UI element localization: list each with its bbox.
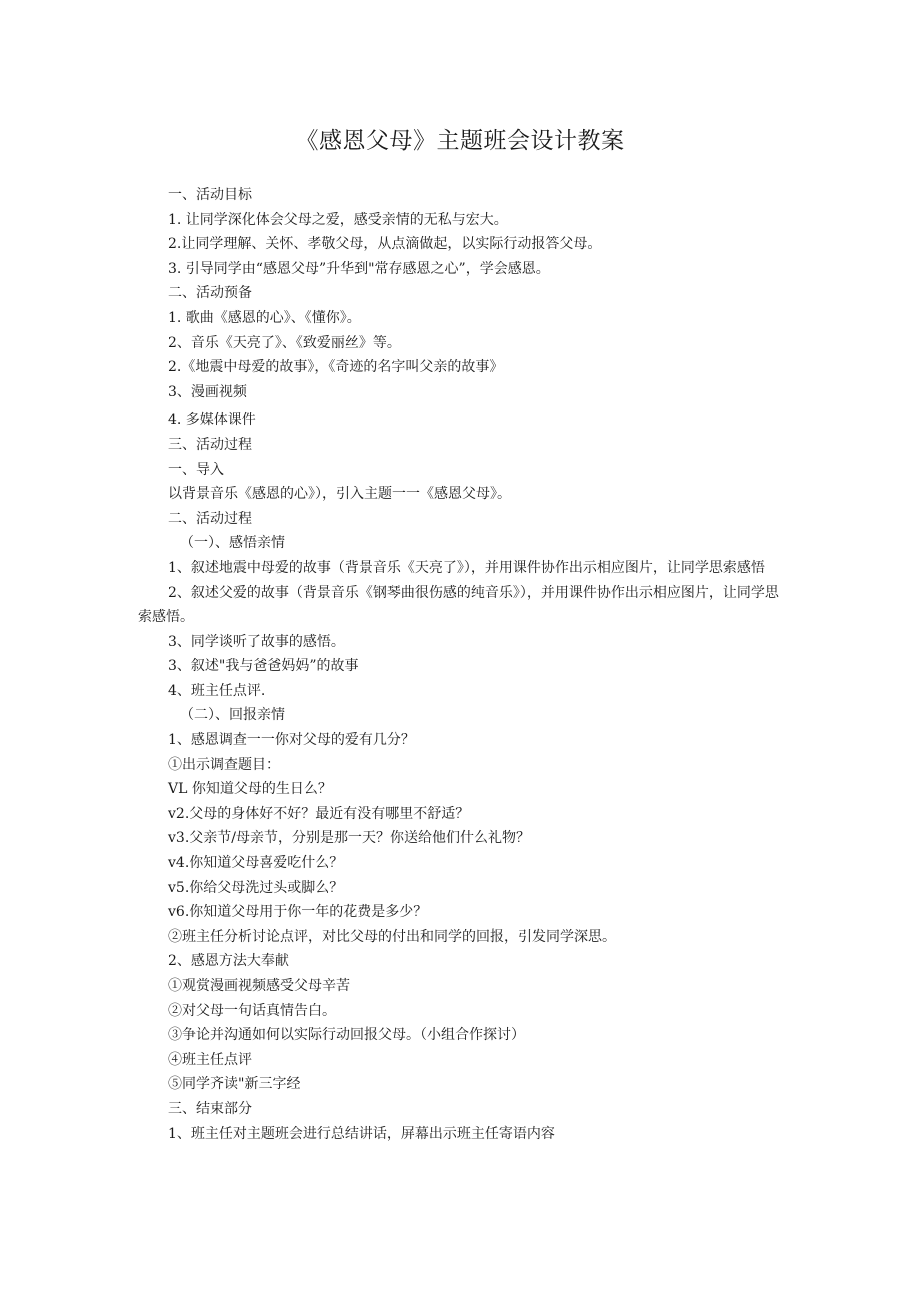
- paragraph-line: 2.《地震中母爱的故事》，《奇迹的名字叫父亲的故事》: [168, 359, 504, 376]
- paragraph-line: 一、活动目标: [168, 187, 252, 203]
- paragraph-line: 三、结束部分: [168, 1100, 252, 1117]
- paragraph-line: 2、音乐《天亮了》、《致爱丽丝》等。: [168, 334, 401, 351]
- paragraph-line: 2.让同学理解、关怀、孝敬父母，从点滴做起，以实际行动报答父母。: [168, 236, 602, 253]
- paragraph-line: ②班主任分析讨论点评，对比父母的付出和同学的回报，引发同学深思。: [168, 928, 616, 945]
- paragraph-line: VL 你知道父母的生日么？: [168, 781, 332, 798]
- page-title: 《感恩父母》主题班会设计教案: [295, 128, 625, 154]
- paragraph-line: v3.父亲节/母亲节，分别是那一天？你送给他们什么礼物？: [168, 830, 530, 847]
- paragraph-line: v2.父母的身体好不好？最近有没有哪里不舒适？: [168, 805, 470, 822]
- document-body: [0, 183, 920, 1146]
- paragraph-line: ②对父母一句话真情告白。: [168, 1002, 336, 1019]
- paragraph-line: ④班主任点评: [168, 1051, 252, 1068]
- paragraph-line: 4. 多媒体课件: [168, 412, 256, 429]
- paragraph-line: ⑤同学齐读"新三字经: [168, 1076, 301, 1093]
- paragraph-line: 3、同学谈听了故事的感悟。: [168, 633, 345, 650]
- paragraph-line: ③争论并沟通如何以实际行动回报父母。（小组合作探讨）: [168, 1027, 525, 1044]
- paragraph-line: 1、叙述地震中母爱的故事（背景音乐《天亮了》），并用课件协作出示相应图片，让同学思索感悟: [168, 559, 765, 576]
- paragraph-line: v6.你知道父母用于你一年的花费是多少？: [168, 904, 428, 921]
- paragraph-line: 4、班主任点评.: [168, 682, 266, 699]
- paragraph-line: 3、叙述"我与爸爸妈妈”的故事: [168, 658, 359, 675]
- paragraph-line: （二）、回报亲情: [180, 707, 285, 724]
- paragraph-line: （一）、感悟亲情: [180, 535, 285, 552]
- paragraph-line: 二、活动过程: [168, 510, 252, 527]
- paragraph-line: 2、叙述父爱的故事（背景音乐《钢琴曲很伤感的纯音乐》），并用课件协作出示相应图片，让同学思索感悟。: [138, 584, 779, 626]
- paragraph-line: v4.你知道父母喜爱吃什么？: [168, 855, 344, 872]
- paragraph-line: ①出示调查题目：: [168, 756, 280, 773]
- paragraph-line: 3. 引导同学由“感恩父母”升华到"常存感恩之心”，学会感恩。: [168, 260, 550, 277]
- paragraph-line: v5.你给父母洗过头或脚么？: [168, 879, 344, 896]
- paragraph-line: 1、班主任对主题班会进行总结讲话，屏幕出示班主任寄语内容: [168, 1125, 555, 1142]
- paragraph-line: 1. 歌曲《感恩的心》、《懂你》。: [168, 309, 361, 326]
- paragraph-line: 三、活动过程: [168, 436, 252, 453]
- paragraph-line: 二、活动预备: [168, 285, 252, 302]
- paragraph-line: 以背景音乐《感恩的心》），引入主题一一《感恩父母》。: [168, 486, 511, 503]
- paragraph-line: 2、感恩方法大奉献: [168, 953, 289, 970]
- paragraph-line: 一、导入: [168, 461, 224, 478]
- paragraph-line: ①观赏漫画视频感受父母辛苦: [168, 978, 350, 994]
- paragraph-line: 1. 让同学深化体会父母之爱，感受亲情的无私与宏大。: [168, 211, 508, 228]
- paragraph-line: 3、漫画视频: [168, 383, 247, 400]
- paragraph-line: 1、感恩调查一一你对父母的爱有几分？: [168, 732, 415, 749]
